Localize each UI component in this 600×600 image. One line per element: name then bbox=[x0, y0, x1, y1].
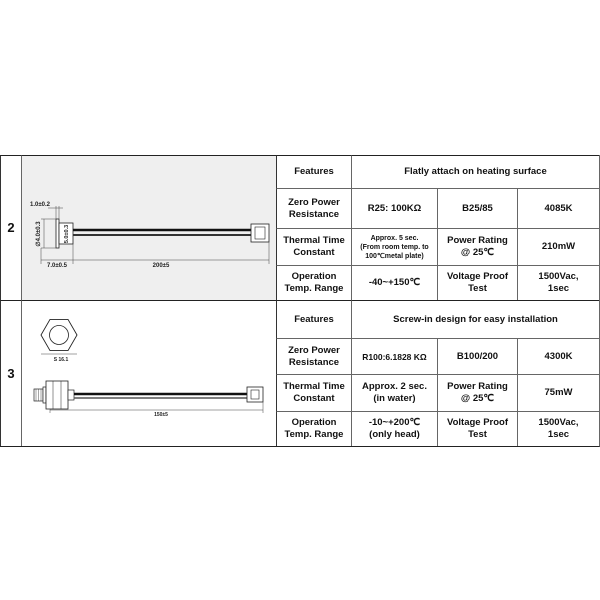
connector bbox=[247, 387, 263, 402]
dim-height: 5.0±0.3 bbox=[64, 224, 70, 244]
spec-value: Approx. 2 sec. bbox=[362, 381, 427, 392]
connector bbox=[251, 224, 269, 242]
section-number-2 bbox=[0, 155, 21, 300]
spec-label-cell bbox=[276, 265, 351, 300]
section-number: 2 bbox=[7, 220, 15, 235]
spec-value: (only head) bbox=[369, 429, 420, 440]
spec-label-cell bbox=[276, 228, 351, 265]
dim-diameter: ∅4.0±0.3 bbox=[36, 221, 42, 247]
spec-value-cell bbox=[351, 411, 437, 446]
features-value-cell bbox=[351, 155, 599, 188]
spec-value-cell bbox=[351, 188, 437, 228]
spec-label: Thermal Time bbox=[283, 235, 345, 246]
product-drawing-3 bbox=[21, 300, 276, 446]
probe-collar bbox=[43, 387, 46, 403]
hex-nut-outline bbox=[41, 319, 77, 350]
spec-value-cell bbox=[517, 374, 599, 411]
spec-value: 1sec bbox=[547, 283, 570, 294]
spec-label: Temp. Range bbox=[284, 429, 344, 440]
spec-value-cell bbox=[351, 374, 437, 411]
features-label-cell bbox=[276, 300, 351, 338]
spec-value-cell bbox=[351, 228, 437, 265]
spec-label: Zero Power bbox=[288, 344, 340, 356]
spec-label: @ 25℃ bbox=[460, 247, 495, 258]
spec-label-cell bbox=[437, 338, 517, 374]
features-label-cell bbox=[276, 155, 351, 188]
spec-value: (From room temp. to bbox=[360, 243, 429, 251]
spec-value: R100:6.1828 KΩ bbox=[362, 351, 427, 362]
dim-hex: S 16.1 bbox=[53, 357, 69, 363]
spec-label: Temp. Range bbox=[284, 283, 344, 294]
spec-label: B100/200 bbox=[456, 350, 499, 362]
spec-value: 4085K bbox=[544, 202, 573, 214]
spec-label: @ 25℃ bbox=[460, 393, 495, 404]
spec-label: Power Rating bbox=[447, 381, 508, 392]
spec-label-cell bbox=[437, 265, 517, 300]
flat-probe-drawing bbox=[22, 156, 276, 300]
dim-cable-length: 200±5 bbox=[152, 263, 170, 269]
spec-label-cell bbox=[437, 188, 517, 228]
spec-value-cell bbox=[351, 338, 437, 374]
spec-label-cell bbox=[276, 411, 351, 446]
spec-sheet bbox=[0, 155, 600, 447]
features-label: Features bbox=[294, 313, 334, 325]
spec-label: Operation bbox=[291, 417, 337, 428]
spec-label: Resistance bbox=[288, 208, 340, 220]
spec-label: B25/85 bbox=[462, 202, 493, 214]
spec-value: (in water) bbox=[373, 393, 416, 404]
spec-label: Power Rating bbox=[447, 235, 508, 246]
spec-value-cell bbox=[351, 265, 437, 300]
spec-value: 100℃metal plate) bbox=[365, 252, 424, 260]
dim-head-thickness: 1.0±0.2 bbox=[30, 202, 50, 208]
spec-label: Resistance bbox=[288, 356, 340, 368]
spec-label-cell bbox=[437, 228, 517, 265]
features-label: Features bbox=[294, 166, 334, 177]
spec-label: Constant bbox=[293, 393, 335, 404]
spec-label: Constant bbox=[293, 247, 335, 258]
dim-head-length: 7.0±0.5 bbox=[47, 263, 67, 269]
spec-label: Voltage Proof bbox=[446, 417, 509, 428]
features-value: Flatly attach on heating surface bbox=[404, 166, 547, 177]
spec-value-cell bbox=[517, 188, 599, 228]
section-number-3 bbox=[0, 300, 21, 446]
probe-plate bbox=[56, 219, 59, 248]
product-drawing-2 bbox=[21, 155, 276, 300]
spec-value: 1500Vac, bbox=[538, 417, 579, 428]
spec-label-cell bbox=[276, 374, 351, 411]
spec-value: Approx. 5 sec. bbox=[370, 234, 419, 242]
spec-label: Thermal Time bbox=[283, 381, 345, 392]
spec-value-cell bbox=[517, 338, 599, 374]
spec-value: 210mW bbox=[541, 241, 576, 252]
features-value: Screw-in design for easy installation bbox=[393, 313, 558, 325]
spec-value: R25: 100KΩ bbox=[367, 202, 422, 214]
probe-hex-body bbox=[46, 381, 68, 409]
spec-label: Voltage Proof bbox=[446, 271, 509, 282]
spec-value-cell bbox=[517, 228, 599, 265]
spec-label-cell bbox=[276, 188, 351, 228]
spec-label-cell bbox=[437, 411, 517, 446]
spec-value-cell bbox=[517, 265, 599, 300]
spec-value: 1sec bbox=[547, 429, 570, 440]
spec-label-cell bbox=[437, 374, 517, 411]
spec-value: 4300K bbox=[544, 350, 573, 362]
spec-label-cell bbox=[276, 338, 351, 374]
features-value-cell bbox=[351, 300, 599, 338]
spec-value: 1500Vac, bbox=[538, 271, 579, 282]
screw-probe-drawing bbox=[22, 301, 276, 446]
section-number: 3 bbox=[7, 365, 15, 381]
spec-label: Test bbox=[468, 429, 487, 440]
probe-neck bbox=[68, 390, 74, 400]
spec-value-cell bbox=[517, 411, 599, 446]
spec-value: -10~+200℃ bbox=[368, 417, 421, 428]
spec-label: Test bbox=[468, 283, 487, 294]
spec-label: Zero Power bbox=[288, 196, 340, 208]
spec-label: Operation bbox=[291, 271, 337, 282]
spec-value: -40~+150℃ bbox=[368, 277, 421, 288]
spec-value: 75mW bbox=[544, 387, 573, 398]
dim-cable-length: 150±5 bbox=[154, 412, 168, 418]
